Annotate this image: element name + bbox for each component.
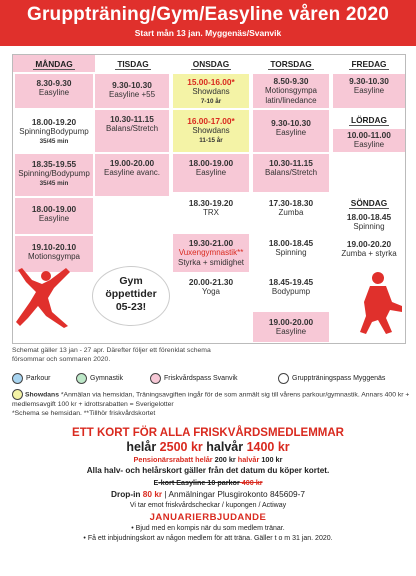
promo-payment: Vi tar emot friskvårdscheckar / kupongen / Actiway [129, 502, 287, 509]
class-card[interactable]: 18.00-19.20 SpinningBodypump 35/45 min [15, 110, 93, 152]
class-card[interactable]: 8.50-9.30 Motionsgympa latin/linedance [253, 74, 329, 108]
promo-dropin: Drop-in 80 kr | Anmälningar Plusgirokonto 845609-7 [110, 489, 306, 499]
class-card[interactable]: 17.30-18.30 Zumba [253, 194, 329, 232]
class-card[interactable]: 15.00-16.00* Showdans 7-10 år [173, 74, 249, 108]
class-card[interactable]: 10.00-11.00 Easyline [333, 129, 405, 152]
class-card[interactable]: 18.45-19.45 Bodypump [253, 274, 329, 308]
svanvik-color-icon [150, 373, 161, 384]
squatting-woman-icon [352, 270, 410, 336]
class-card[interactable]: 9.30-10.30 Easyline [253, 110, 329, 152]
class-card[interactable]: 18.00-19.00 Easyline [15, 198, 93, 234]
day-sunday: SÖNDAG [350, 198, 388, 208]
gymnastik-color-icon [76, 373, 87, 384]
legend-item-parkour: Parkour [12, 373, 51, 384]
promo-prices: helår 2500 kr halvår 1400 kr [126, 440, 290, 454]
page-subtitle: Start mån 13 jan. Myggenäs/Svanvik [134, 28, 282, 38]
membership-promo [0, 426, 416, 576]
class-card[interactable]: 9.30-10.30 Easyline +55 [95, 74, 169, 108]
day-wednesday: ONSDAG [192, 59, 230, 69]
class-card[interactable]: 19.30-21.00 Vuxengymnastik** Styrka + smidighet [173, 234, 249, 272]
class-card[interactable]: 18.30-19.20 TRX [173, 194, 249, 232]
promo-offer-2: • Få ett inbjudningskort av någon medlem för att träna. Gäller t o m 31 jan. 2020. [83, 535, 333, 542]
day-tuesday: TISDAG [117, 59, 149, 69]
promo-headline: ETT KORT FÖR ALLA FRISKVÅRDSMEDLEMMAR [72, 427, 344, 439]
class-card[interactable]: 19.00-20.00 Easyline [253, 312, 329, 342]
promo-offer-1: • Bjud med en kompis när du som medlem tränar. [131, 525, 285, 532]
jumping-woman-icon [8, 262, 78, 330]
myggenas-color-icon [278, 373, 289, 384]
class-card[interactable]: 8.30-9.30 Easyline [15, 74, 93, 108]
class-card[interactable]: 18.35-19.55 Spinning/Bodypump 35/45 min [15, 154, 93, 196]
page-header [0, 0, 416, 46]
class-card[interactable]: 18.00-18.45 Spinning [253, 234, 329, 272]
promo-pensioner: Pensionärsrabatt helår 200 kr halvår 100 kr [133, 455, 283, 464]
day-friday: FREDAG [351, 59, 387, 69]
class-card[interactable]: 19.00-20.20 Zumba + styrka [333, 237, 405, 263]
day-saturday: LÖRDAG [351, 115, 387, 125]
legend-item-myggenas: Gruppträningspass Myggenäs [278, 373, 385, 384]
showdans-note: Showdans *Anmälan via hemsidan, Träningsavgiften ingår för de som anmält sig till vårens parkour/gymnastik. Annars 400 kr + medlemsavgift 100 kr + idrottsrabatten = Sverigelotter *Schema se hemsidan. **Tillhör friskvårdskortet [12, 389, 412, 418]
gym-hours-badge: Gym öppettider 05-23! [92, 266, 170, 326]
class-card[interactable]: 10.30-11.15 Balans/Stretch [95, 110, 169, 152]
promo-validity: Alla halv- och helårskort gäller från det datum du köper kortet. [86, 466, 330, 475]
class-card[interactable]: 18.00-18.45 Spinning [333, 211, 405, 235]
class-card[interactable]: 9.30-10.30 Easyline [333, 74, 405, 108]
showdans-color-icon [12, 389, 23, 400]
class-card[interactable]: 16.00-17.00* Showdans 11-15 år [173, 110, 249, 152]
class-card[interactable]: 18.00-19.00 Easyline [173, 154, 249, 192]
class-card[interactable]: 19.10-20.10 Motionsgympa [15, 236, 93, 272]
parkour-color-icon [12, 373, 23, 384]
legend-item-svanvik: Friskvårdspass Svanvik [150, 373, 238, 384]
schedule-note: Schemat gäller 13 jan - 27 apr. Därefter följer ett förenklat schema försommar och sommaren 2020. [12, 347, 211, 363]
class-card[interactable]: 20.00-21.30 Yoga [173, 274, 249, 304]
class-card[interactable]: 19.00-20.00 Easyline avanc. [95, 154, 169, 196]
page-title: Gruppträning/Gym/Easyline våren 2020 [26, 4, 389, 25]
day-thursday: TORSDAG [270, 59, 312, 69]
day-monday: MÅNDAG [13, 55, 95, 72]
legend-item-gymnastik: Gymnastik [76, 373, 123, 384]
promo-punchcard: E-kort Easyline 10 parkor 400 kr [153, 478, 263, 487]
promo-january-offer: JANUARIERBJUDANDE [149, 512, 267, 523]
class-card[interactable]: 10.30-11.15 Balans/Stretch [253, 154, 329, 192]
